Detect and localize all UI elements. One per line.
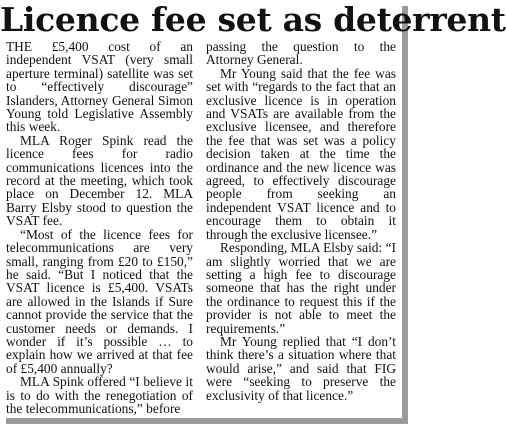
paragraph-4: MLA Spink offered “I believe it is to do with the renegotiation of the telecommunications,” before [6,374,193,416]
paragraph-2: MLA Roger Spink read the licence fees for radio communications licences into the record at the meeting, which took place on December 12. MLA Barry Elsby stood to question the VSAT fee. [6,132,193,229]
paragraph-6: Mr Young said that the fee was set with “regards to the fact that an exclusive licence is in operation and VSATs are available from the exclusive licensee, and therefore the fee that was set was a policy decision taken at the time the ordinance and the new licence was agreed, to effectively discourage people from seeking an independent VSAT licence and to encourage them to obtain it through the exclusive licensee.” [206,65,396,242]
article-column-left [6,40,193,415]
article-column-right [206,40,396,402]
paragraph-1: THE £5,400 cost of an independent VSAT (very small aperture terminal) satellite was set to “effectively discourage” Islanders, Attorney General Simon Young told Legislative Assembly this week. [6,39,193,135]
paragraph-8: Mr Young replied that “I don’t think there’s a situation where that would arise,” and said that FIG were “seeking to preserve the exclusivity of that licence.” [206,333,396,403]
headline: Licence fee set as deterrent [0,0,506,39]
paragraph-3: “Most of the licence fees for telecommunications are very small, ranging from £20 to £150,” he said. “But I noticed that the VSAT licence is £5,400. VSATs are allowed in the Islands if Sure cannot provide the service that the customer needs or demands. I wonder if it’s possible … to explain how we arrived at that fee of £5,400 annually? [6,226,193,376]
paragraph-5: passing the question to the Attorney General. [206,39,396,68]
paragraph-7: Responding, MLA Elsby said: “I am slightly worried that we are setting a high fee to discourage someone that has the right under the ordinance to request this if the provider is not able to meet the requirements.” [206,240,396,336]
